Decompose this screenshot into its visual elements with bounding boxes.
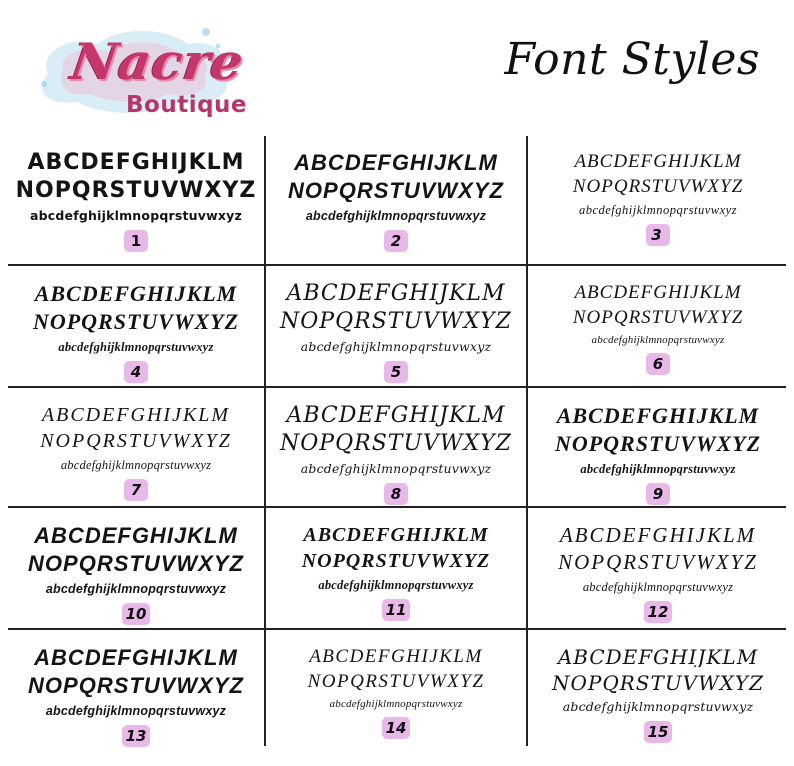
- brand-logo: [28, 14, 248, 124]
- style-number-badge: 13: [122, 725, 151, 747]
- font-style-card[interactable]: [530, 509, 786, 629]
- style-number-badge: 1: [124, 230, 148, 252]
- style-number-badge: 9: [646, 483, 670, 505]
- font-style-card[interactable]: [268, 509, 524, 629]
- uppercase-second-half: NOPQRSTUVWXYZ: [572, 177, 744, 196]
- brand-subtitle: Boutique: [126, 92, 248, 118]
- uppercase-first-half: ABCDEFGHIJKLM: [303, 525, 489, 545]
- style-number-badge: 2: [384, 230, 408, 252]
- lowercase-alphabet: abcdefghijklmnopqrstuvwxyz: [582, 581, 734, 594]
- lowercase-alphabet: abcdefghijklmnopqrstuvwxyz: [60, 459, 212, 472]
- lowercase-alphabet: abcdefghijklmnopqrstuvwxyz: [45, 705, 227, 718]
- uppercase-first-half: ABCDEFGHIJKLM: [574, 283, 742, 302]
- lowercase-alphabet: abcdefghijklmnopqrstuvwxyz: [318, 579, 474, 592]
- font-style-card[interactable]: [268, 631, 524, 751]
- lowercase-alphabet: abcdefghijklmnopqrstuvwxyz: [45, 583, 227, 596]
- style-number-badge: 11: [382, 599, 411, 621]
- style-number-badge: 15: [644, 721, 673, 743]
- uppercase-first-half: ABCDEFGHIJKLM: [574, 152, 742, 171]
- font-style-card[interactable]: [268, 267, 524, 387]
- font-style-card[interactable]: [530, 136, 786, 256]
- uppercase-second-half: NOPQRSTUVWXYZ: [32, 311, 240, 333]
- uppercase-first-half: ABCDEFGHIJKLM: [34, 647, 238, 669]
- style-number-badge: 7: [124, 479, 148, 501]
- uppercase-second-half: NOPQRSTUVWXYZ: [288, 180, 504, 202]
- lowercase-alphabet: abcdefghijklmnopqrstuvwxyz: [300, 463, 492, 476]
- header: [0, 0, 794, 132]
- uppercase-first-half: ABCDEFGHIJKLM: [34, 283, 238, 305]
- lowercase-alphabet: abcdefghijklmnopqrstuvwxyz: [58, 341, 214, 354]
- uppercase-first-half: ABCDEFGHIJKLM: [41, 405, 231, 425]
- style-number-badge: 4: [124, 361, 148, 383]
- lowercase-alphabet: abcdefghijklmnopqrstuvwxyz: [578, 204, 738, 217]
- uppercase-first-half: ABCDEFGHIJKLM: [556, 405, 760, 427]
- font-style-card[interactable]: [530, 267, 786, 387]
- uppercase-first-half: ABCDEFGHIJKLM: [294, 152, 498, 174]
- style-number-badge: 10: [122, 603, 151, 625]
- lowercase-alphabet: abcdefghijklmnopqrstuvwxyz: [591, 335, 725, 346]
- font-style-card[interactable]: [530, 631, 786, 751]
- uppercase-first-half: ABCDEFGHIJKLM: [557, 647, 759, 667]
- uppercase-first-half: ABCDEFGHIJKLM: [559, 525, 757, 546]
- brand-name: Nacre: [67, 32, 248, 91]
- uppercase-second-half: NOPQRSTUVWXYZ: [558, 552, 758, 573]
- grid-divider-vertical: [526, 136, 528, 746]
- uppercase-second-half: NOPQRSTUVWXYZ: [554, 433, 762, 455]
- lowercase-alphabet: abcdefghijklmnopqrstuvwxyz: [329, 699, 463, 710]
- uppercase-second-half: NOPQRSTUVWXYZ: [572, 308, 744, 327]
- uppercase-second-half: NOPQRSTUVWXYZ: [40, 431, 232, 451]
- uppercase-second-half: NOPQRSTUVWXYZ: [301, 551, 491, 571]
- uppercase-first-half: ABCDEFGHIJKLM: [286, 283, 506, 305]
- grid-divider-vertical: [264, 136, 266, 746]
- font-style-card[interactable]: [8, 389, 264, 509]
- grid-divider-horizontal: [8, 264, 786, 266]
- style-number-badge: 3: [646, 224, 670, 246]
- font-style-card[interactable]: [8, 631, 264, 751]
- uppercase-second-half: NOPQRSTUVWXYZ: [307, 672, 485, 691]
- uppercase-second-half: NOPQRSTUVWXYZ: [280, 311, 512, 333]
- font-style-card[interactable]: [268, 389, 524, 509]
- uppercase-first-half: ABCDEFGHIJKLM: [34, 525, 238, 547]
- uppercase-first-half: ABCDEFGHIJKLM: [286, 405, 506, 427]
- style-number-badge: 12: [644, 601, 673, 623]
- style-number-badge: 6: [646, 353, 670, 375]
- style-number-badge: 8: [384, 483, 408, 505]
- uppercase-second-half: NOPQRSTUVWXYZ: [551, 673, 765, 693]
- font-style-card[interactable]: [8, 267, 264, 387]
- page-title: Font Styles: [504, 34, 760, 85]
- lowercase-alphabet: abcdefghijklmnopqrstuvwxyz: [580, 463, 736, 476]
- lowercase-alphabet: abcdefghijklmnopqrstuvwxyz: [300, 341, 492, 354]
- uppercase-first-half: ABCDEFGHIJKLM: [309, 647, 483, 666]
- style-number-badge: 5: [384, 361, 408, 383]
- font-style-card[interactable]: [530, 389, 786, 509]
- uppercase-second-half: NOPQRSTUVWXYZ: [280, 433, 512, 455]
- font-style-card[interactable]: [8, 136, 264, 256]
- lowercase-alphabet: abcdefghijklmnopqrstuvwxyz: [305, 210, 487, 223]
- uppercase-first-half: ABCDEFGHIJKLM: [27, 152, 245, 174]
- uppercase-second-half: NOPQRSTUVWXYZ: [15, 180, 257, 202]
- uppercase-second-half: NOPQRSTUVWXYZ: [28, 675, 244, 697]
- font-style-grid: [8, 136, 786, 746]
- lowercase-alphabet: abcdefghijklmnopqrstuvwxyz: [562, 701, 754, 714]
- style-number-badge: 14: [382, 717, 411, 739]
- lowercase-alphabet: abcdefghijklmnopqrstuvwxyz: [30, 210, 242, 223]
- uppercase-second-half: NOPQRSTUVWXYZ: [28, 553, 244, 575]
- font-style-card[interactable]: [8, 509, 264, 629]
- font-style-card[interactable]: [268, 136, 524, 256]
